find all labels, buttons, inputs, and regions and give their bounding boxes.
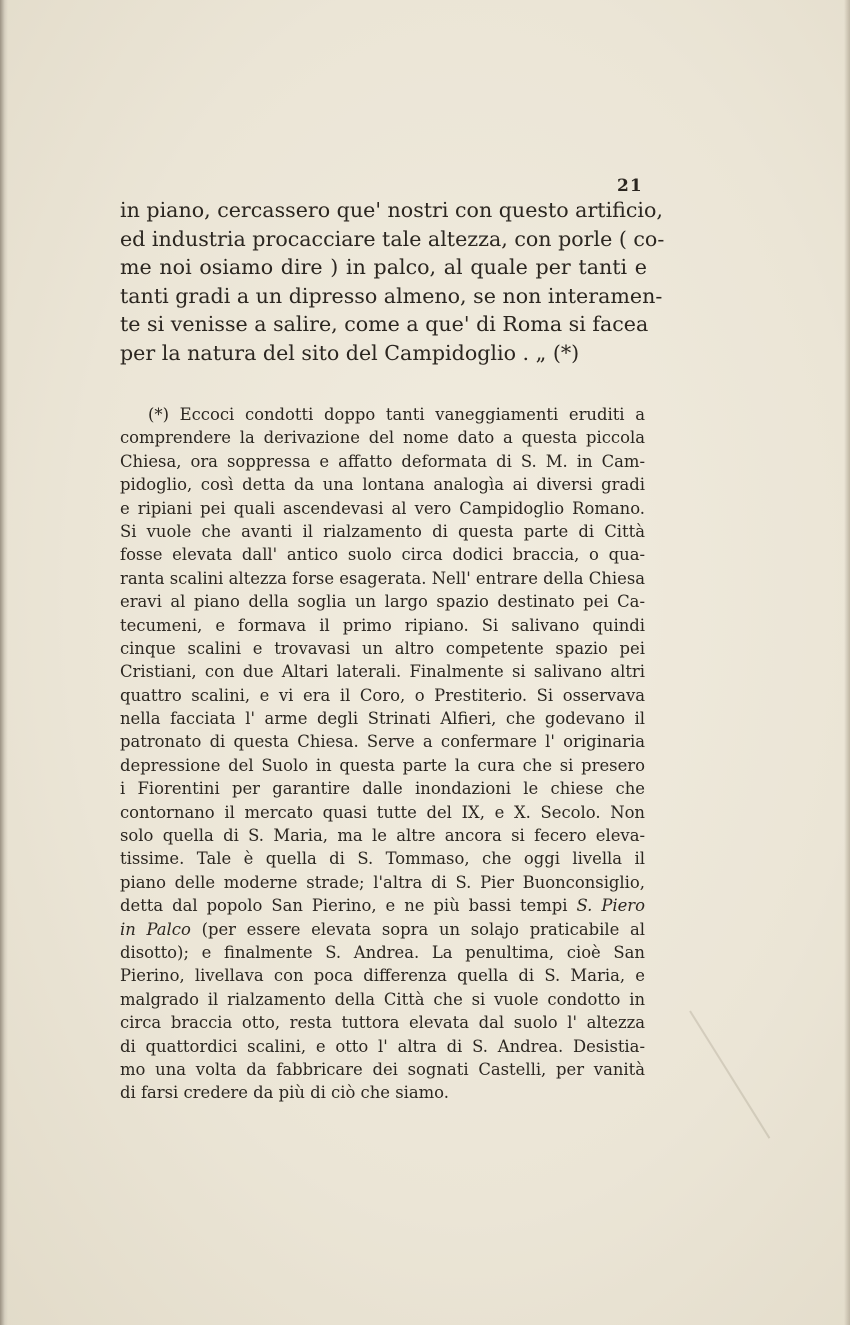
- footnote-line: quattro scalini, e vi era il Coro, o Prestiterio. Si osservava: [120, 685, 645, 705]
- footnote-line: comprendere la derivazione del nome dato a questa piccola: [120, 428, 645, 448]
- footnote-line: depressione del Suolo in questa parte la cura che si presero: [120, 755, 645, 775]
- page-outer-edge: [844, 0, 850, 1325]
- footnote-line: disotto); e finalmente S. Andrea. La penultima, cioè San: [120, 942, 645, 962]
- footnote-line: circa braccia otto, resta tuttora elevata dal suolo l' altezza: [120, 1013, 645, 1033]
- paper-crease: [689, 1010, 770, 1138]
- footnote-line: cinque scalini e trovavasi un altro competente spazio pei: [120, 638, 645, 658]
- footnote-line: ranta scalini altezza forse esagerata. Nell' entrare della Chiesa: [120, 568, 646, 588]
- footnote-italic-text: in Palco: [120, 919, 191, 939]
- footnote-line: piano delle moderne strade; l'altra di S. Pier Buonconsiglio,: [120, 872, 645, 892]
- footnote-line-with-italic: [120, 918, 645, 941]
- footnote-line: (*) Eccoci condotti doppo tanti vaneggiamenti eruditi a: [148, 405, 645, 424]
- footnote-line: contornano il mercato quasi tutte del IX, e X. Secolo. Non: [120, 802, 645, 822]
- page-binding-edge: [0, 0, 8, 1325]
- footnote-line: fosse elevata dall' antico suolo circa dodici braccia, o qua-: [120, 545, 645, 565]
- page-number: 21: [617, 176, 643, 196]
- footnote-line-with-italic: [120, 894, 645, 917]
- main-text: [120, 196, 665, 368]
- footnote-line: Pierino, livellava con poca differenza quella di S. Maria, e: [120, 966, 645, 986]
- footnote-line: nella facciata l' arme degli Strinati Alfieri, che godevano il: [120, 709, 645, 729]
- footnote-line: pidoglio, così detta da una lontana analogìa ai diversi gradi: [120, 475, 645, 495]
- footnote-text: (per essere elevata sopra un solajo praticabile al: [201, 919, 645, 939]
- footnote-line: solo quella di S. Maria, ma le altre ancora si fecero eleva-: [120, 826, 645, 846]
- main-line: te si venisse a salire, come a que' di Roma si facea: [120, 312, 649, 337]
- footnote: [120, 403, 645, 1105]
- footnote-italic-text: S. Piero: [576, 896, 645, 916]
- footnote-line: Si vuole che avanti il rialzamento di questa parte di Città: [120, 521, 645, 541]
- main-line: ed industria procacciare tale altezza, con porle ( co-: [120, 226, 665, 251]
- main-line: me noi osiamo dire ) in palco, al quale per tanti e: [120, 255, 647, 280]
- footnote-line: e ripiani pei quali ascendevasi al vero Campidoglio Romano.: [120, 498, 645, 518]
- footnote-line: mo una volta da fabbricare dei sognati Castelli, per vanità: [120, 1059, 645, 1079]
- footnote-line: di farsi credere da più di ciò che siamo.: [120, 1083, 449, 1103]
- footnote-line: tissime. Tale è quella di S. Tommaso, che oggi livella il: [120, 849, 645, 869]
- footnote-line: Chiesa, ora soppressa e affatto deformata di S. M. in Cam-: [120, 451, 645, 471]
- main-line: in piano, cercassero que' nostri con questo artificio,: [120, 198, 663, 222]
- footnote-line: patronato di questa Chiesa. Serve a confermare l' originaria: [120, 732, 645, 752]
- main-line: tanti gradi a un dipresso almeno, se non interamen-: [120, 283, 663, 308]
- footnote-line: eravi al piano della soglia un largo spazio destinato pei Ca-: [120, 592, 645, 612]
- footnote-line: Cristiani, con due Altari laterali. Finalmente si salivano altri: [120, 662, 645, 682]
- footnote-line: malgrado il rialzamento della Città che si vuole condotto in: [120, 989, 645, 1009]
- footnote-line: i Fiorentini per garantire dalle inondazioni le chiese che: [120, 779, 645, 799]
- footnote-line: di quattordici scalini, e otto l' altra di S. Andrea. Desistia-: [120, 1036, 645, 1056]
- main-line: per la natura del sito del Campidoglio . „ (*): [120, 340, 580, 365]
- footnote-line: tecumeni, e formava il primo ripiano. Si salivano quindi: [120, 615, 645, 635]
- footnote-text: detta dal popolo San Pierino, e ne più bassi tempi: [120, 896, 568, 916]
